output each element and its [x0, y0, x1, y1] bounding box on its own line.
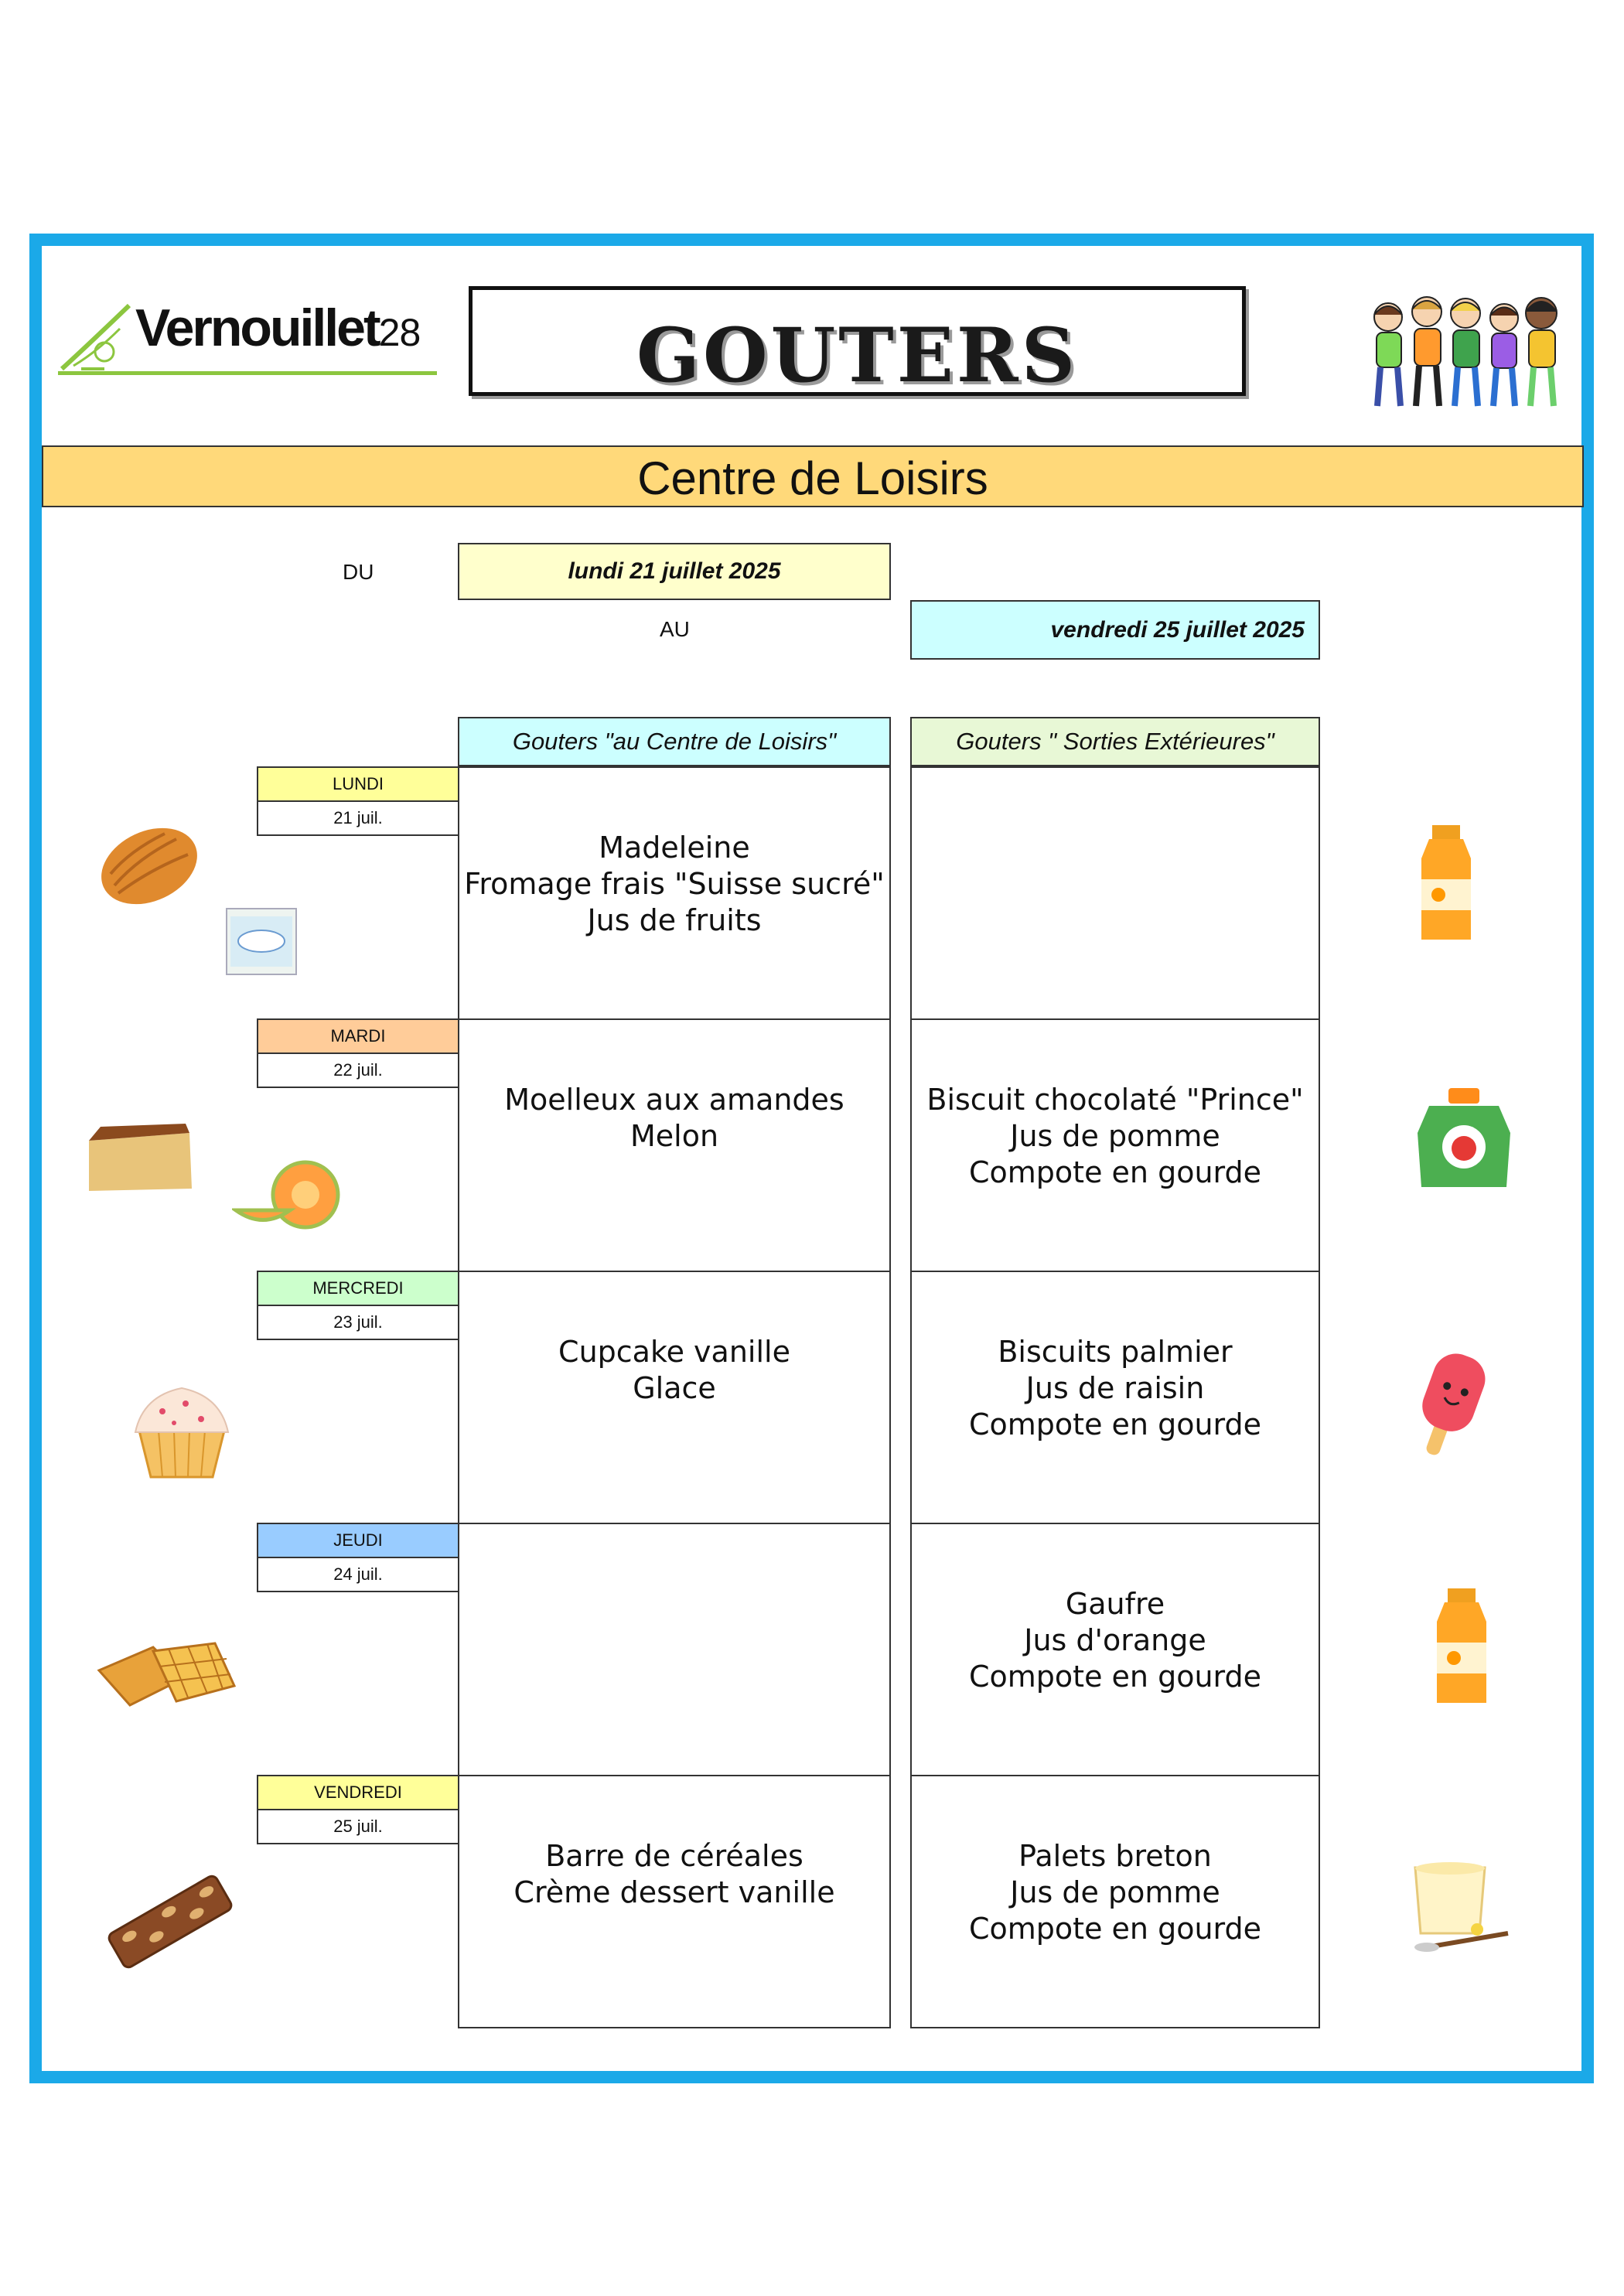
- day-name: MARDI: [257, 1018, 459, 1054]
- from-label: DU: [343, 560, 374, 584]
- fromage-frais-icon: [223, 905, 300, 978]
- menu-item: Gaufre: [1065, 1587, 1165, 1621]
- from-date: lundi 21 juillet 2025: [458, 543, 891, 600]
- day-name: LUNDI: [257, 766, 459, 802]
- day-date: 21 juil.: [257, 800, 459, 836]
- day-name: MERCREDI: [257, 1271, 459, 1306]
- centre-de-loisirs-banner: [42, 445, 1584, 507]
- menu-item: Compote en gourde: [969, 1660, 1261, 1694]
- juice-bottle-icon: [1415, 824, 1477, 943]
- banner-title: Centre de Loisirs: [637, 452, 988, 504]
- cake-slice-icon: [85, 1117, 197, 1195]
- menu-cell-sorties: [910, 1523, 1320, 1776]
- waffle-icon: [91, 1632, 238, 1709]
- melon-icon: [232, 1156, 344, 1233]
- menu-item: Compote en gourde: [969, 1407, 1261, 1441]
- menu-item: Jus de pomme: [1010, 1119, 1220, 1153]
- page-title: GOUTERS: [636, 312, 1079, 399]
- day-name: JEUDI: [257, 1523, 459, 1558]
- title-box: [469, 286, 1246, 399]
- cupcake-icon: [128, 1377, 236, 1481]
- day-date: 25 juil.: [257, 1809, 459, 1844]
- menu-item: Jus de raisin: [1025, 1371, 1205, 1405]
- vernouillet-logo: [58, 298, 437, 383]
- to-label: AU: [660, 617, 690, 641]
- menu-cell-sorties: [910, 766, 1320, 1020]
- menu-cell-centre: [458, 1018, 891, 1272]
- column-header-sorties: Gouters " Sorties Extérieures": [910, 717, 1320, 766]
- menu-item: Fromage frais "Suisse sucré": [464, 867, 885, 901]
- column-header-centre: Gouters "au Centre de Loisirs": [458, 717, 891, 766]
- madeleine-icon: [91, 812, 207, 913]
- menu-item: Compote en gourde: [969, 1912, 1261, 1946]
- menu-item: Biscuit chocolaté "Prince": [926, 1083, 1304, 1117]
- logo-underline: [58, 371, 437, 375]
- menu-item: Jus d'orange: [1024, 1623, 1206, 1657]
- menu-item: Cupcake vanille: [558, 1335, 790, 1369]
- menu-item: Madeleine: [599, 831, 750, 865]
- logo-emblem-icon: [58, 298, 135, 375]
- menu-item: Glace: [633, 1371, 716, 1405]
- menu-item: Crème dessert vanille: [513, 1875, 835, 1909]
- day-name: VENDREDI: [257, 1775, 459, 1810]
- menu-cell-centre: [458, 1271, 891, 1524]
- menu-item: Moelleux aux amandes: [504, 1083, 844, 1117]
- juice-bottle-icon: [1431, 1587, 1493, 1707]
- menu-item: Barre de céréales: [545, 1839, 803, 1873]
- to-date: vendredi 25 juillet 2025: [910, 600, 1320, 660]
- menu-item: Jus de pomme: [1010, 1875, 1220, 1909]
- ice-lolly-icon: [1411, 1349, 1489, 1462]
- day-date: 24 juil.: [257, 1557, 459, 1592]
- day-date: 22 juil.: [257, 1052, 459, 1088]
- menu-cell-centre: [458, 766, 891, 1020]
- menu-cell-centre: [458, 1523, 891, 1776]
- cream-dessert-icon: [1404, 1856, 1512, 1957]
- compote-pouch-icon: [1414, 1087, 1514, 1191]
- menu-cell-sorties: [910, 1018, 1320, 1272]
- menu-cell-sorties: [910, 1271, 1320, 1524]
- menu-cell-centre: [458, 1775, 891, 2028]
- menu-item: Palets breton: [1018, 1839, 1212, 1873]
- day-date: 23 juil.: [257, 1305, 459, 1340]
- cereal-bar-icon: [101, 1868, 240, 1976]
- menu-item: Jus de fruits: [587, 903, 762, 937]
- menu-item: Compote en gourde: [969, 1155, 1261, 1189]
- menu-item: Melon: [629, 1119, 719, 1153]
- menu-item: Biscuits palmier: [998, 1335, 1233, 1369]
- logo-text: Vernouillet28: [135, 299, 421, 357]
- kids-group-icon: [1357, 290, 1570, 418]
- menu-cell-sorties: [910, 1775, 1320, 2028]
